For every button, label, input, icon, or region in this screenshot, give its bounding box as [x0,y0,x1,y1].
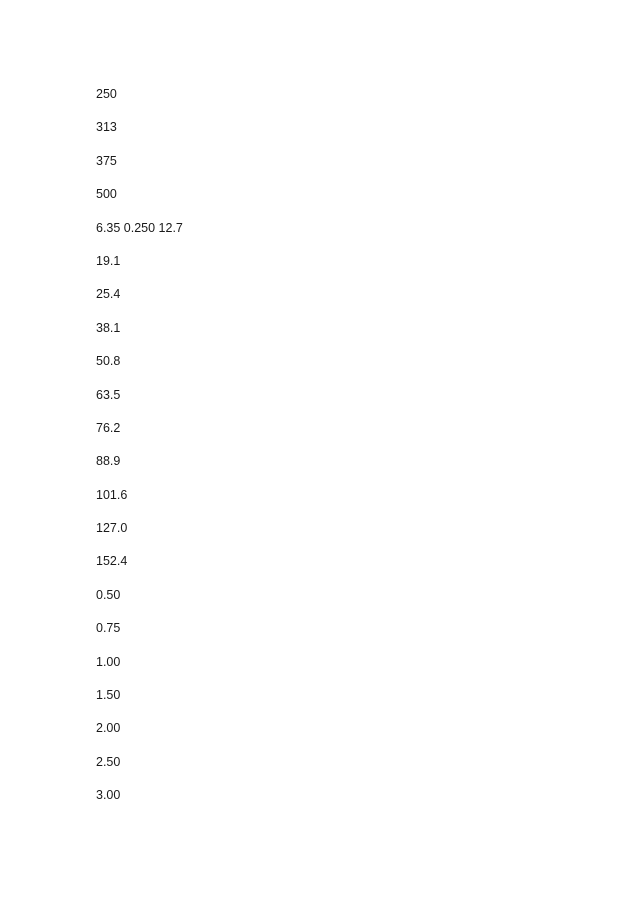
value-line: 38.1 [96,320,121,335]
value-list [96,86,183,821]
value-line: 6.35 0.250 12.7 [96,220,183,235]
value-line: 3.00 [96,788,121,803]
value-line: 2.50 [96,754,121,769]
value-line: 101.6 [96,487,128,502]
value-line: 1.00 [96,654,121,669]
value-line: 500 [96,187,117,202]
value-line: 0.75 [96,621,121,636]
value-line: 88.9 [96,454,121,469]
value-line: 0.50 [96,587,121,602]
value-line: 76.2 [96,420,121,435]
value-line: 250 [96,87,117,101]
value-line: 63.5 [96,387,121,402]
value-line: 19.1 [96,253,121,268]
value-line: 375 [96,153,117,168]
value-line: 50.8 [96,354,121,369]
value-line: 127.0 [96,521,128,536]
value-line: 1.50 [96,688,121,703]
value-line: 313 [96,120,117,135]
value-line: 2.00 [96,721,121,736]
value-line: 152.4 [96,554,128,569]
value-line: 25.4 [96,287,121,302]
